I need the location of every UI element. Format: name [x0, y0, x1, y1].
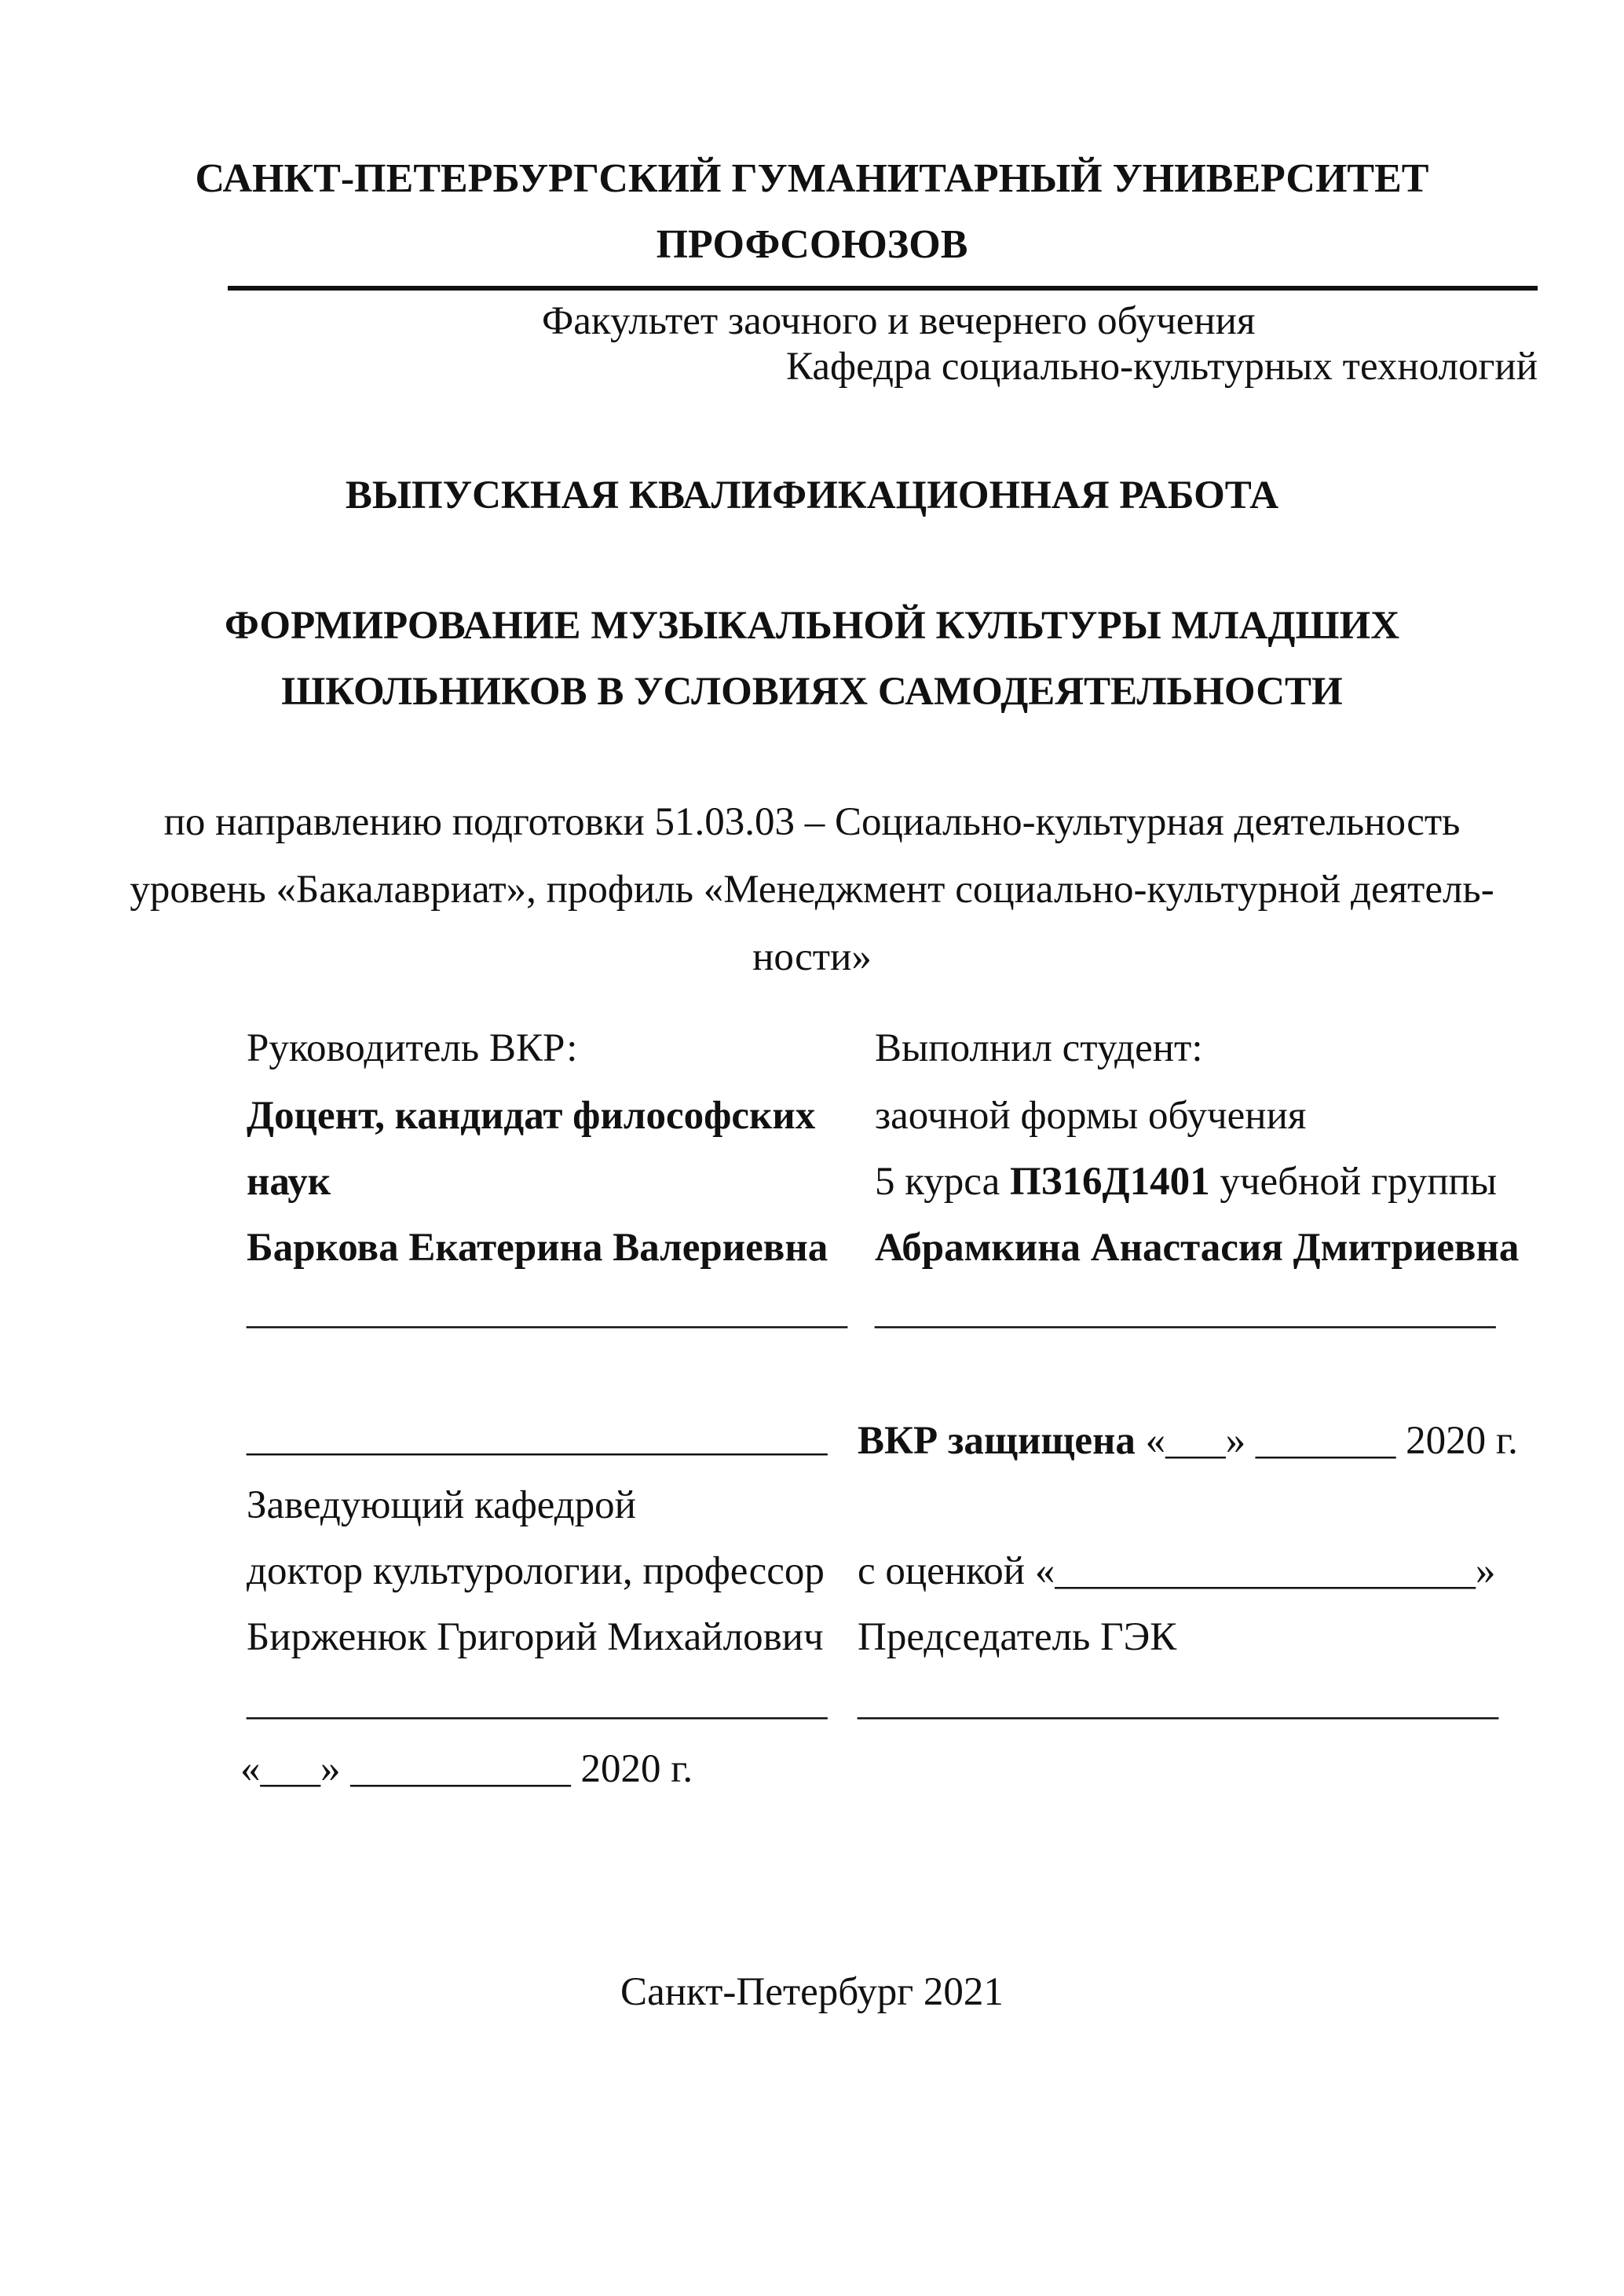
head-label: Заведующий кафедрой [247, 1483, 636, 1527]
place-year: Санкт-Петербург 2021 [620, 1970, 1004, 2014]
student-study-form: заочной формы обучения [875, 1094, 1307, 1138]
direction-line1: по направлению подготовки 51.03.03 – Социально-культурная деятельность [163, 800, 1461, 844]
header-divider [228, 286, 1538, 291]
supervisor-label: Руководитель ВКР: [247, 1026, 578, 1070]
work-type: ВЫПУСКНАЯ КВАЛИФИКАЦИОННАЯ РАБОТА [345, 473, 1279, 517]
head-signature-line2: _____________________________ [247, 1680, 828, 1724]
defense-grade-line: с оценкой «_____________________» [858, 1549, 1496, 1593]
student-signature-line: _______________________________ [875, 1289, 1496, 1333]
student-label: Выполнил студент: [875, 1026, 1203, 1070]
student-name: Абрамкина Анастасия Дмитриевна [875, 1226, 1520, 1270]
university-name-line2: ПРОФСОЮЗОВ [656, 222, 968, 267]
supervisor-title-line2: наук [247, 1160, 331, 1204]
head-title: доктор культурологии, профессор [247, 1549, 825, 1593]
course-suffix: учебной группы [1209, 1160, 1498, 1204]
university-name-line1: САНКТ-ПЕТЕРБУРГСКИЙ ГУМАНИТАРНЫЙ УНИВЕРСИТЕТ [195, 156, 1429, 201]
direction-line3: ности» [752, 935, 872, 979]
gek-chair-signature-line: ________________________________ [858, 1680, 1498, 1724]
head-date-line: «___» ___________ 2020 г. [240, 1747, 693, 1791]
defense-label: ВКР защищена [858, 1419, 1136, 1463]
supervisor-signature-line: ______________________________ [247, 1289, 847, 1333]
direction-line2: уровень «Бакалавриат», профиль «Менеджмент социально-культурной деятель- [130, 868, 1494, 912]
department-name: Кафедра социально-культурных технологий [786, 345, 1538, 389]
supervisor-name: Баркова Екатерина Валериевна [247, 1226, 828, 1270]
defense-date: «___» _______ 2020 г. [1135, 1419, 1518, 1463]
group-code: ПЗ16Д1401 [1009, 1160, 1210, 1204]
work-title-line2: ШКОЛЬНИКОВ В УСЛОВИЯХ САМОДЕЯТЕЛЬНОСТИ [281, 670, 1343, 714]
supervisor-title-line1: Доцент, кандидат философских [247, 1094, 816, 1138]
course-prefix: 5 курса [875, 1160, 1010, 1204]
work-title-line1: ФОРМИРОВАНИЕ МУЗЫКАЛЬНОЙ КУЛЬТУРЫ МЛАДШИХ [224, 604, 1400, 648]
faculty-name: Факультет заочного и вечернего обучения [542, 299, 1256, 343]
student-course [875, 1162, 1497, 1202]
head-signature-line: _____________________________ [247, 1416, 828, 1460]
defense-line [858, 1421, 1518, 1461]
head-name: Бирженюк Григорий Михайлович [247, 1615, 824, 1659]
gek-chair-label: Председатель ГЭК [858, 1615, 1177, 1659]
